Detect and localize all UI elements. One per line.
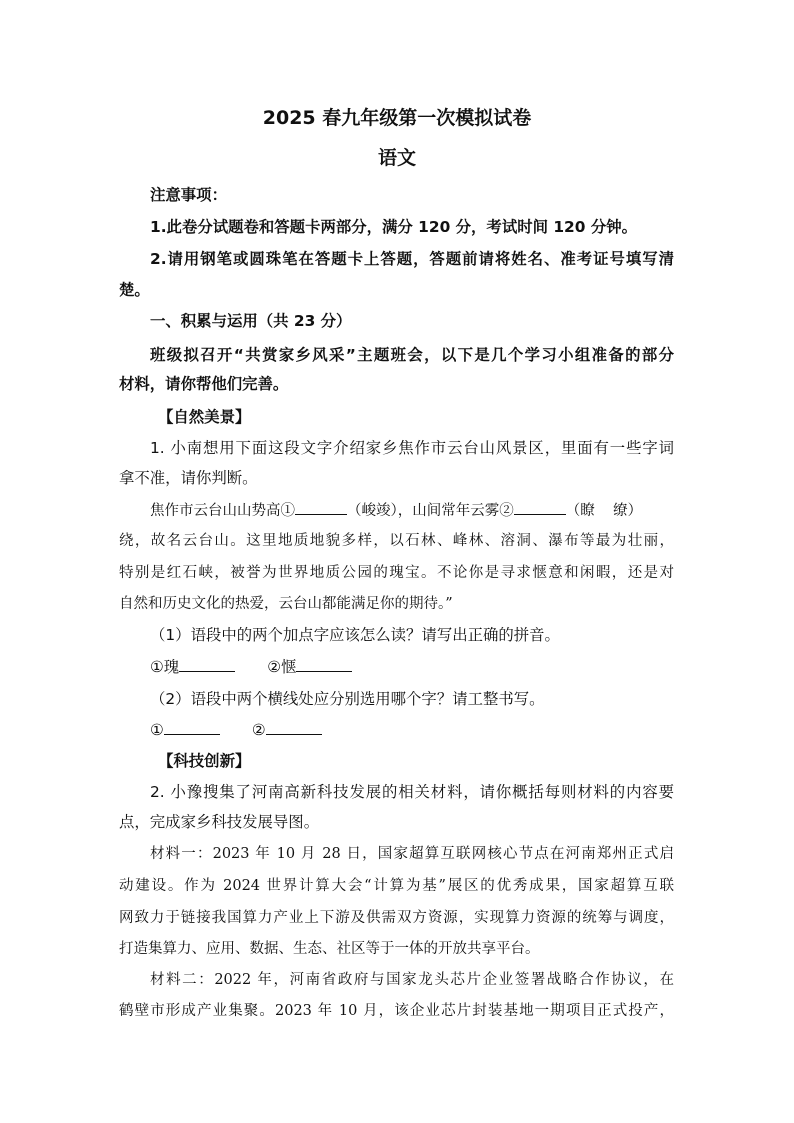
material-2-line-2: 鹤壁市形成产业集聚。2023 年 10 月，该企业芯片封装基地一期项目正式投产， <box>119 1003 674 1019</box>
material-1-line-2: 动建设。作为 2024 世界计算大会“计算为基”展区的优秀成果，国家超算互联 <box>119 878 674 894</box>
passage-line-4: 自然和历史文化的热爱，云台山都能满足你的期待。” <box>119 596 453 612</box>
answer-4-blank[interactable] <box>266 719 322 735</box>
passage-line-1-part-c: （瞭 缭） <box>565 503 643 519</box>
exam-title: 2025 春九年级第一次模拟试卷 <box>262 107 532 129</box>
subject-title: 语文 <box>377 147 416 169</box>
group-1-heading: 【自然美景】 <box>158 408 251 426</box>
sub-question-1: （1）语段中的两个加点字应该怎么读？请写出正确的拼音。 <box>150 626 560 644</box>
material-1-line-4: 打造集算力、应用、数据、生态、社区等于一体的开放共享平台。 <box>119 941 540 957</box>
question-2-line-2: 点，完成家乡科技发展导图。 <box>119 813 320 831</box>
answer-1-label: ①瑰 <box>150 658 180 676</box>
answer-3-label: ① <box>150 721 164 739</box>
answer-2-blank[interactable] <box>296 656 352 672</box>
question-1-line-2: 拿不准，请你判断。 <box>119 469 258 487</box>
passage-line-1 <box>150 499 642 522</box>
material-1-line-1: 材料一：2023 年 10 月 28 日，国家超算互联网核心节点在河南郑州正式启 <box>150 846 674 862</box>
notice-item-1: 1.此卷分试题卷和答题卡两部分，满分 120 分，考试时间 120 分钟。 <box>150 218 638 236</box>
section-1-intro-line-2: 材料，请你帮他们完善。 <box>119 375 289 393</box>
answer-4-label: ② <box>251 721 266 739</box>
passage-line-3: 特别是红石峡，被誉为世界地质公园的瑰宝。不论你是寻求惬意和闲暇，还是对 <box>119 565 674 581</box>
passage-line-1-part-b: （峻竣），山间常年云雾② <box>347 503 514 519</box>
section-1-intro-line-1: 班级拟召开“共赏家乡风采”主题班会，以下是几个学习小组准备的部分 <box>150 346 674 364</box>
blank-1[interactable] <box>295 499 347 515</box>
passage-line-2: 绕，故名云台山。这里地质地貌多样，以石林、峰林、溶洞、瀑布等最为壮丽， <box>119 533 674 549</box>
answer-3-blank[interactable] <box>164 719 220 735</box>
notice-heading: 注意事项： <box>150 186 227 204</box>
material-1-line-3: 网致力于链接我国算力产业上下游及供需双方资源，实现算力资源的统筹与调度， <box>119 910 674 926</box>
notice-item-2-line-1: 2.请用钢笔或圆珠笔在答题卡上答题，答题前请将姓名、准考证号填写清 <box>150 250 674 268</box>
answer-1-blank[interactable] <box>179 656 235 672</box>
sub-question-2: （2）语段中两个横线处应分别选用哪个字？请工整书写。 <box>150 690 545 708</box>
sub-question-1-answers <box>150 656 352 678</box>
sub-question-2-answers <box>150 719 322 741</box>
question-2-line-1: 2. 小豫搜集了河南高新科技发展的相关材料，请你概括每则材料的内容要 <box>150 783 674 801</box>
answer-2-label: ②惬 <box>267 658 297 676</box>
question-1-line-1: 1. 小南想用下面这段文字介绍家乡焦作市云台山风景区，里面有一些字词 <box>150 439 674 457</box>
notice-item-2-line-2: 楚。 <box>119 281 150 299</box>
blank-2[interactable] <box>514 499 566 515</box>
group-2-heading: 【科技创新】 <box>158 752 251 770</box>
material-2-line-1: 材料二：2022 年，河南省政府与国家龙头芯片企业签署战略合作协议，在 <box>150 972 674 988</box>
passage-line-1-part-a: 焦作市云台山山势高① <box>150 503 295 519</box>
section-1-heading: 一、积累与运用（共 23 分） <box>150 312 352 330</box>
